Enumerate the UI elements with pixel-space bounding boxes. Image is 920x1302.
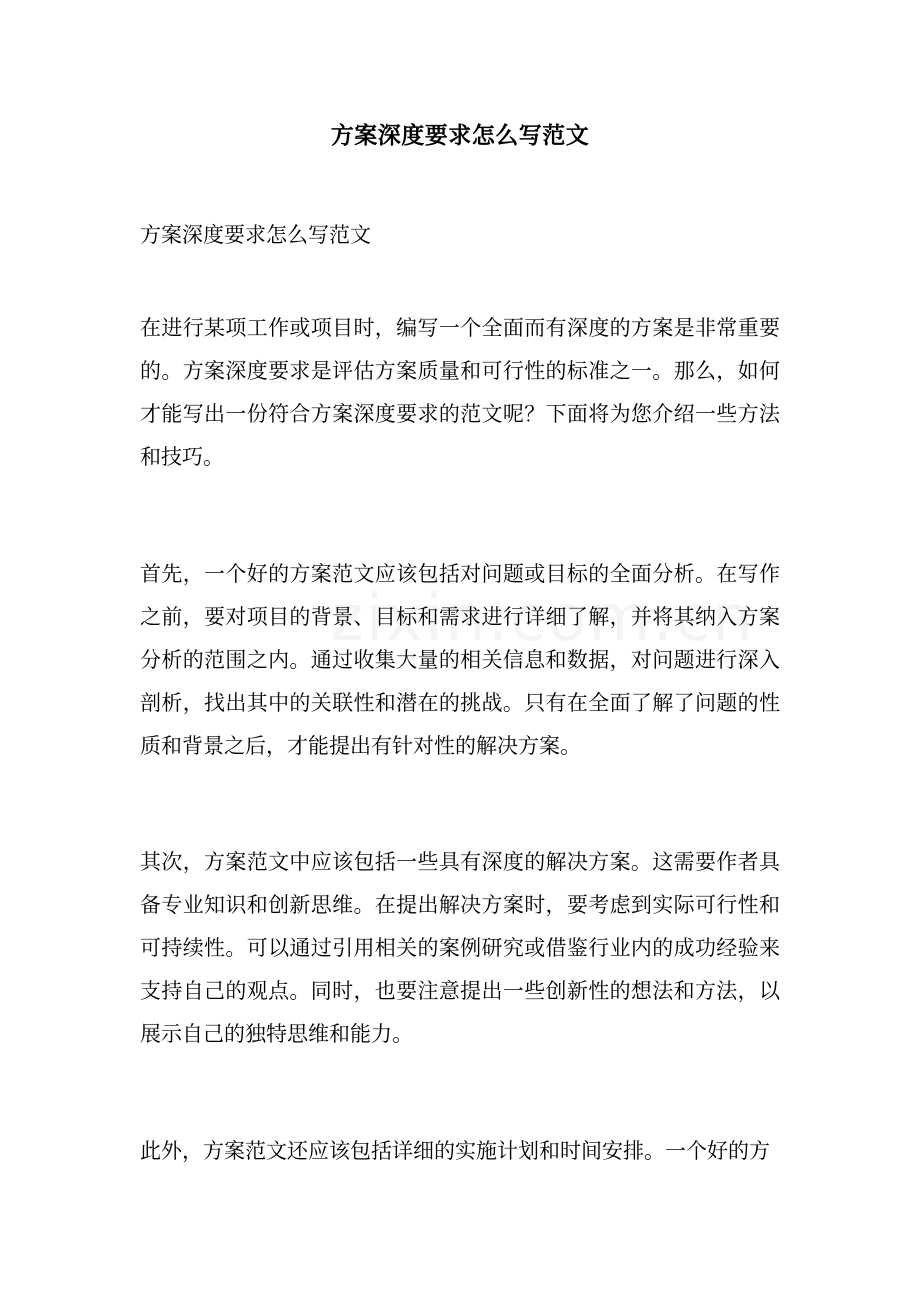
paragraph-solutions: 其次，方案范文中应该包括一些具有深度的解决方案。这需要作者具备专业知识和创新思维。在提出解决方案时，要考虑到实际可行性和可持续性。可以通过引用相关的案例研究或借鉴行业内的成功经验来支持自己的观点。同时，也要注意提出一些创新性的想法和方法，以展示自己的独特思维和能力。 — [140, 850, 780, 1046]
document-subtitle: 方案深度要求怎么写范文 — [140, 223, 371, 247]
paragraph-implementation: 此外，方案范文还应该包括详细的实施计划和时间安排。一个好的方 — [140, 1139, 770, 1163]
document-title: 方案深度要求怎么写范文 — [330, 122, 590, 149]
paragraph-intro: 在进行某项工作或项目时，编写一个全面而有深度的方案是非常重要的。方案深度要求是评估方案质量和可行性的标准之一。那么，如何才能写出一份符合方案深度要求的范文呢？下面将为您介绍一些方法和技巧。 — [140, 316, 780, 469]
paragraph-analysis: 首先，一个好的方案范文应该包括对问题或目标的全面分析。在写作之前，要对项目的背景、目标和需求进行详细了解，并将其纳入方案分析的范围之内。通过收集大量的相关信息和数据，对问题进行深入剖析，找出其中的关联性和潜在的挑战。只有在全面了解了问题的性质和背景之后，才能提出有针对性的解决方案。 — [140, 562, 780, 758]
